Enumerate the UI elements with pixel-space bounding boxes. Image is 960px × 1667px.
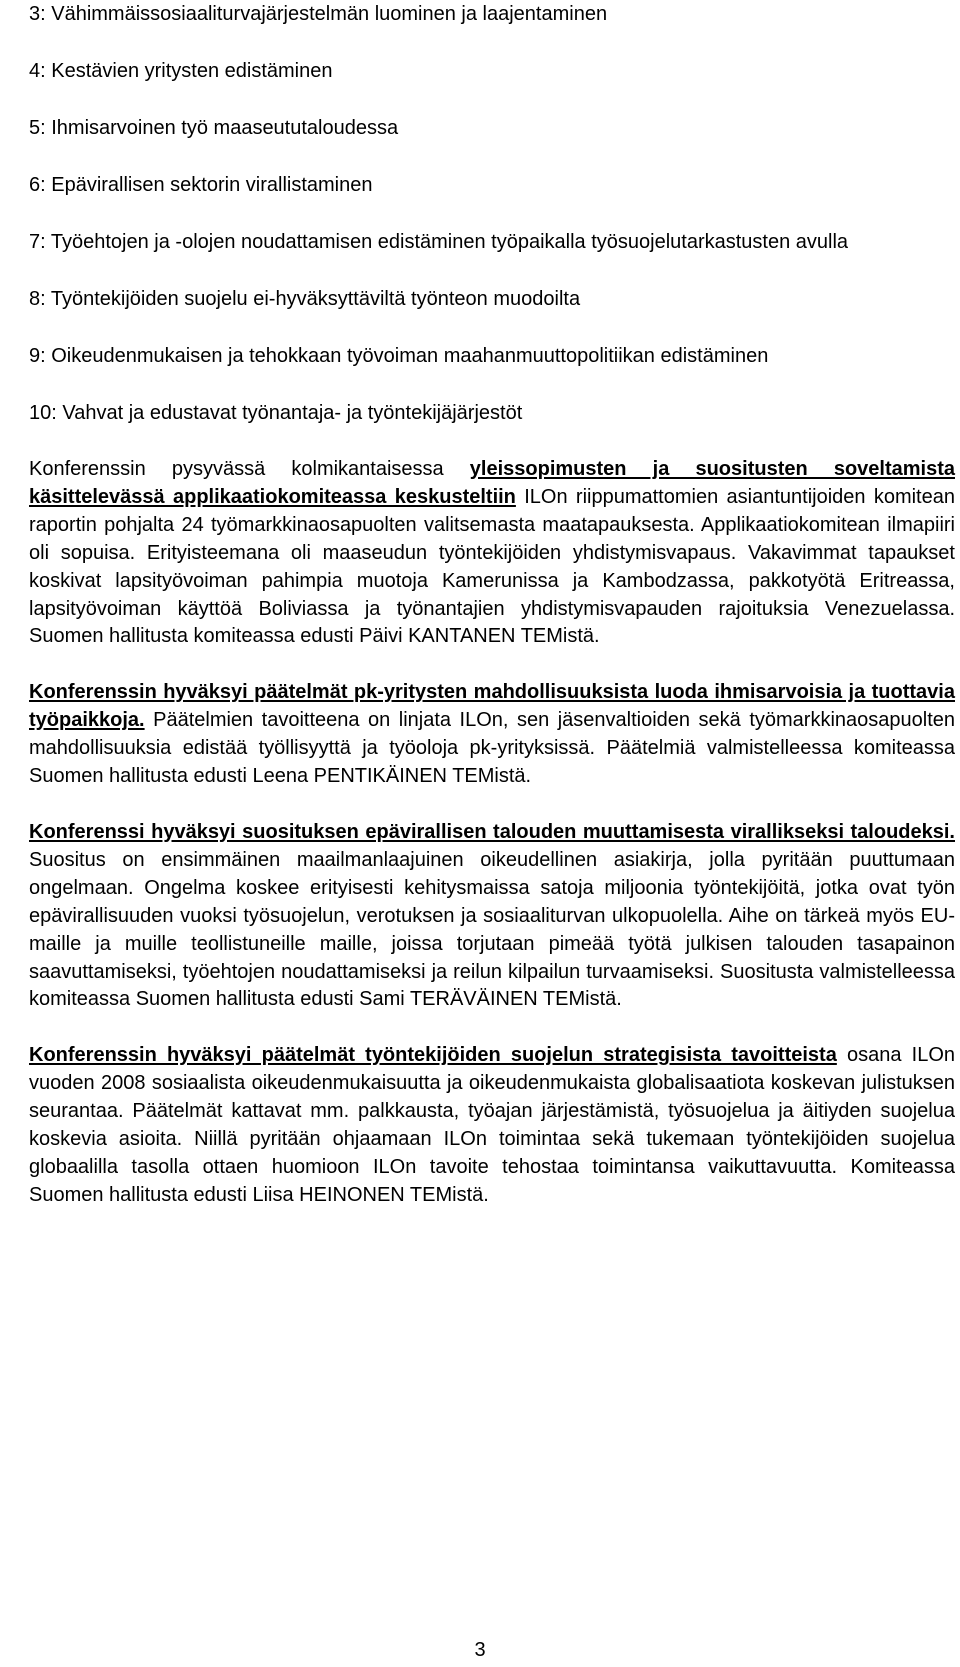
paragraph-lead: yleissopimusten ja suositusten soveltamista käsittelevässä applikaatiokomiteassa keskusteltiin <box>29 458 955 508</box>
paragraph-sme-conclusions <box>29 679 955 791</box>
list-item: 10: Vahvat ja edustavat työnantaja- ja työntekijäjärjestöt <box>29 402 523 424</box>
list-item: 9: Oikeudenmukaisen ja tehokkaan työvoiman maahanmuuttopolitiikan edistäminen <box>29 345 769 367</box>
paragraph-body: Suositus on ensimmäinen maailmanlaajuinen oikeudellinen asiakirja, jolla pyritään puuttumaan ongelmaan. Ongelma koskee erityisesti kehitysmaissa satoja miljoonia työntekijöitä, jotka ovat työn epävirallisuuden vuoksi työsuojelun, verotuksen ja sosiaaliturvan ulkopuolella. Aihe on tärkeä myös EU-maille ja muille teollistuneille maille, joissa torjutaan pimeää työtä julkisen talouden tasapainon saavuttamiseksi, työehtojen noudattamiseksi ja reilun kilpailun turvaamiseksi. Suositusta valmistelleessa komiteassa Suomen hallitusta edusti Sami TERÄVÄINEN TEMistä. <box>29 848 955 1011</box>
page-number: 3 <box>474 1639 486 1661</box>
paragraph-application-committee <box>29 456 955 651</box>
list-item: 5: Ihmisarvoinen työ maaseututaloudessa <box>29 117 399 139</box>
paragraph-lead: Konferenssin hyväksyi päätelmät pk-yritysten mahdollisuuksista luoda ihmisarvoisia ja tuottavia työpaikkoja. <box>29 681 955 732</box>
list-item: 7: Työehtojen ja -olojen noudattamisen edistäminen työpaikalla työsuojelutarkastusten avulla <box>29 231 849 253</box>
paragraph-body: Päätelmien tavoitteena on linjata ILOn, sen jäsenvaltioiden sekä työmarkkinaosapuolten mahdollisuuksia edistää työllisyyttä ja työoloja pk-yrityksissä. Päätelmiä valmistelleessa komiteassa Suomen hallitusta edusti Leena PENTIKÄINEN TEMistä. <box>29 709 955 788</box>
paragraph-lead: Konferenssi hyväksyi suosituksen epävirallisen talouden muuttamisesta virallikseksi taloudeksi. <box>29 820 955 843</box>
paragraph-body: ILOn riippumattomien asiantuntijoiden komitean raportin pohjalta 24 työmarkkinaosapuolten valitsemasta maatapauksesta. Applikaatiokomitean ilmapiiri oli sopuisa. Erityisteemana oli maaseudun työntekijöiden yhdistymisvapaus. Vakavimmat tapaukset koskivat lapsityövoiman pahimpia muotoja Kamerunissa ja Kambodzassa, pakkotyötä Eritreassa, lapsityövoiman käyttöä Boliviassa ja työnantajien yhdistymisvapauden rajoituksia Venezuelassa. Suomen hallitusta komiteassa edusti Päivi KANTANEN TEMistä. <box>29 485 955 648</box>
document-page <box>29 0 955 1210</box>
topic-list <box>29 1 955 427</box>
paragraph-intro-text: Konferenssin pysyvässä kolmikantaisessa <box>29 458 470 480</box>
list-item: 6: Epävirallisen sektorin virallistaminen <box>29 174 373 196</box>
list-item: 4: Kestävien yritysten edistäminen <box>29 60 333 82</box>
paragraph-lead: Konferenssin hyväksyi päätelmät työntekijöiden suojelun strategisista tavoitteista <box>29 1044 837 1067</box>
paragraph-worker-protection <box>29 1042 955 1209</box>
paragraph-body: osana ILOn vuoden 2008 sosiaalista oikeudenmukaisuutta ja oikeudenmukaista globalisaatiota koskevan julistuksen seurantaa. Päätelmät kattavat mm. palkkausta, työajan järjestämistä, työsuojelua ja äitiyden suojelua koskevia asioita. Niillä pyritään ohjaamaan ILOn toimintaa sekä tukemaan työntekijöiden suojelua globaalilla tasolla ottaen huomioon ILOn tavoite tehostaa toimintansa vaikuttavuutta. Komiteassa Suomen hallitusta edusti Liisa HEINONEN TEMistä. <box>29 1044 956 1206</box>
list-item: 8: Työntekijöiden suojelu ei-hyväksyttäviltä työnteon muodoilta <box>29 288 581 310</box>
paragraph-informal-economy <box>29 819 955 1014</box>
list-item: 3: Vähimmäissosiaaliturvajärjestelmän luominen ja laajentaminen <box>29 3 608 25</box>
